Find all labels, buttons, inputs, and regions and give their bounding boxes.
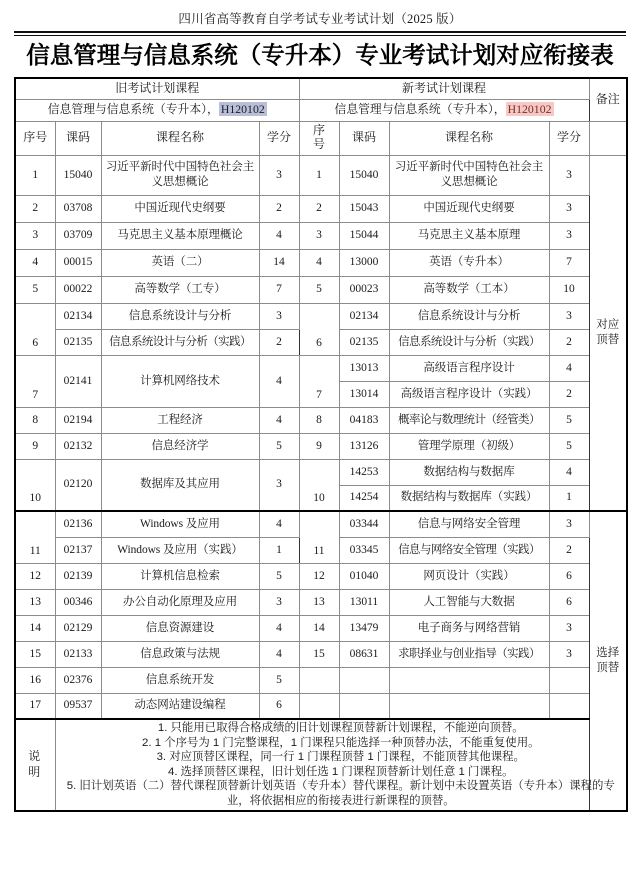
new-course-name: 马克思主义基本原理 [389, 222, 549, 249]
new-seq: 5 [299, 276, 339, 303]
new-credit: 3 [549, 641, 589, 667]
old-credit: 4 [259, 222, 299, 249]
new-credit: 3 [549, 155, 589, 195]
old-code: 02135 [55, 329, 101, 355]
note-item: 1. 只能用已取得合格成绩的旧计划课程顶替新计划课程，不能逆向顶替。 [157, 722, 524, 735]
old-course-name: 信息系统设计与分析（实践） [101, 329, 259, 355]
new-course-name: 英语（专升本） [389, 249, 549, 276]
major-new-name: 信息管理与信息系统（专升本）， [334, 102, 506, 117]
new-seq: 8 [299, 407, 339, 433]
table-row [15, 693, 627, 719]
new-course-name: 网页设计（实践） [389, 563, 549, 589]
table-row [15, 407, 627, 433]
old-seq: 17 [15, 693, 55, 719]
new-course-name: 数据结构与数据库 [389, 459, 549, 485]
course-mapping-table [14, 77, 628, 812]
old-code: 15040 [55, 155, 101, 195]
new-course-name: 高等数学（工本） [389, 276, 549, 303]
new-code: 13013 [339, 355, 389, 381]
note-item: 2. 1 个序号为 1 门完整课程，1 门课程只能选择一种顶替办法，不能重复使用。 [142, 736, 540, 749]
old-code: 00022 [55, 276, 101, 303]
remark-optional-line2: 顶替 [596, 661, 620, 674]
new-credit: 6 [549, 589, 589, 615]
new-course-name: 概率论与数理统计（经管类） [389, 407, 549, 433]
old-credit: 4 [259, 641, 299, 667]
old-code: 09537 [55, 693, 101, 719]
old-credit: 2 [259, 195, 299, 222]
old-credit: 4 [259, 615, 299, 641]
new-course-name: 高级语言程序设计（实践） [389, 381, 549, 407]
table-row [15, 155, 627, 195]
notes-body [55, 719, 627, 811]
new-course-name: 高级语言程序设计 [389, 355, 549, 381]
old-credit: 2 [259, 329, 299, 355]
new-course-name-empty [389, 667, 549, 693]
old-credit: 3 [259, 155, 299, 195]
new-course-name: 数据结构与数据库（实践） [389, 485, 549, 511]
old-seq: 14 [15, 615, 55, 641]
old-course-name: Windows 及应用（实践） [101, 537, 259, 563]
note-item: 4. 选择顶替区课程，旧计划任选 1 门课程顶替新计划任意 1 门课程。 [167, 765, 514, 778]
old-code: 03708 [55, 195, 101, 222]
new-seq: 13 [299, 589, 339, 615]
old-course-name: 中国近现代史纲要 [101, 195, 259, 222]
table-row [15, 249, 627, 276]
old-seq: 2 [15, 195, 55, 222]
new-code: 08631 [339, 641, 389, 667]
old-course-name: Windows 及应用 [101, 511, 259, 537]
old-credit: 5 [259, 433, 299, 459]
new-course-name: 信息与网络安全管理 [389, 511, 549, 537]
column-header-new-seq-line2: 号 [313, 137, 326, 152]
table-row [15, 195, 627, 222]
table-row [15, 667, 627, 693]
old-course-name: 高等数学（工专） [101, 276, 259, 303]
new-seq: 11 [299, 511, 339, 563]
old-code: 02134 [55, 303, 101, 329]
old-seq: 4 [15, 249, 55, 276]
old-code: 02141 [55, 355, 101, 407]
old-credit: 4 [259, 511, 299, 537]
old-credit: 7 [259, 276, 299, 303]
old-seq: 1 [15, 155, 55, 195]
remark-header-spacer [589, 121, 627, 155]
new-code: 13126 [339, 433, 389, 459]
new-seq: 3 [299, 222, 339, 249]
new-seq: 7 [299, 355, 339, 407]
old-seq: 15 [15, 641, 55, 667]
new-course-name: 求职择业与创业指导（实践） [389, 641, 549, 667]
major-old-code: H120102 [220, 102, 265, 117]
major-new [299, 99, 589, 121]
old-credit: 4 [259, 355, 299, 407]
old-code: 02132 [55, 433, 101, 459]
old-course-name: 英语（二） [101, 249, 259, 276]
new-code: 03344 [339, 511, 389, 537]
column-header-new-seq [299, 121, 339, 155]
new-course-name: 中国近现代史纲要 [389, 195, 549, 222]
table-row [15, 641, 627, 667]
old-credit: 4 [259, 407, 299, 433]
old-course-name: 信息政策与法规 [101, 641, 259, 667]
table-row [15, 615, 627, 641]
major-new-code: H120102 [507, 102, 552, 117]
notes-label-line1: 说 [28, 749, 43, 764]
old-credit: 3 [259, 459, 299, 511]
new-credit: 2 [549, 329, 589, 355]
table-row [15, 459, 627, 485]
old-code: 00015 [55, 249, 101, 276]
old-seq: 5 [15, 276, 55, 303]
new-credit: 3 [549, 222, 589, 249]
table-column-header-row [15, 121, 627, 155]
new-seq: 15 [299, 641, 339, 667]
old-seq: 8 [15, 407, 55, 433]
new-code-empty [339, 667, 389, 693]
column-header-old-credit: 学分 [259, 121, 299, 155]
notes-label-line2: 明 [28, 764, 43, 779]
group-header-new-plan: 新考试计划课程 [299, 78, 589, 99]
old-credit: 6 [259, 693, 299, 719]
new-code: 02134 [339, 303, 389, 329]
old-course-name: 马克思主义基本原理概论 [101, 222, 259, 249]
old-course-name: 信息经济学 [101, 433, 259, 459]
new-course-name: 电子商务与网络营销 [389, 615, 549, 641]
new-code: 14253 [339, 459, 389, 485]
new-credit-empty [549, 693, 589, 719]
new-course-name: 人工智能与大数据 [389, 589, 549, 615]
old-seq: 6 [15, 303, 55, 355]
old-seq: 12 [15, 563, 55, 589]
old-course-name: 计算机信息检索 [101, 563, 259, 589]
old-code: 02139 [55, 563, 101, 589]
new-code: 04183 [339, 407, 389, 433]
new-code: 14254 [339, 485, 389, 511]
new-seq: 12 [299, 563, 339, 589]
new-code: 13014 [339, 381, 389, 407]
table-row [15, 589, 627, 615]
group-header-old-plan: 旧考试计划课程 [15, 78, 299, 99]
column-header-old-code: 课码 [55, 121, 101, 155]
column-header-old-course: 课程名称 [101, 121, 259, 155]
major-old-name: 信息管理与信息系统（专升本）， [47, 102, 219, 117]
new-seq: 9 [299, 433, 339, 459]
new-code-empty [339, 693, 389, 719]
new-code: 15043 [339, 195, 389, 222]
old-code: 02137 [55, 537, 101, 563]
old-credit: 5 [259, 667, 299, 693]
column-header-new-code: 课码 [339, 121, 389, 155]
old-code: 02136 [55, 511, 101, 537]
note-item: 3. 对应顶替区课程，同一行 1 门课程顶替 1 门课程，不能顶替其他课程。 [156, 751, 525, 764]
new-credit: 7 [549, 249, 589, 276]
new-seq-empty [299, 693, 339, 719]
old-seq: 11 [15, 511, 55, 563]
old-course-name: 工程经济 [101, 407, 259, 433]
new-credit: 1 [549, 485, 589, 511]
new-code: 13479 [339, 615, 389, 641]
new-code: 13000 [339, 249, 389, 276]
new-seq: 1 [299, 155, 339, 195]
old-course-name: 信息系统开发 [101, 667, 259, 693]
old-code: 02376 [55, 667, 101, 693]
remark-corresponding-line1: 对应 [596, 319, 620, 332]
new-course-name: 信息与网络安全管理（实践） [389, 537, 549, 563]
new-credit: 5 [549, 407, 589, 433]
new-code: 00023 [339, 276, 389, 303]
old-code: 02133 [55, 641, 101, 667]
document-subtitle: 四川省高等教育自学考试专业考试计划（2025 版） [178, 12, 462, 26]
new-course-name-empty [389, 693, 549, 719]
column-header-old-seq: 序号 [15, 121, 55, 155]
column-header-new-course: 课程名称 [389, 121, 549, 155]
new-credit: 2 [549, 381, 589, 407]
old-credit: 3 [259, 303, 299, 329]
table-row [15, 563, 627, 589]
old-code: 02129 [55, 615, 101, 641]
note-item: 5. 旧计划英语（二）替代课程顶替新计划英语（专升本）替代课程。新计划中未设置英语（专升本）课程的专业，将依据相应的衔接表进行新课程的顶替。 [66, 780, 615, 807]
new-code: 15044 [339, 222, 389, 249]
old-credit: 5 [259, 563, 299, 589]
new-seq: 6 [299, 303, 339, 355]
table-row [15, 276, 627, 303]
new-seq: 10 [299, 459, 339, 511]
column-header-new-seq-line1: 序 [313, 123, 326, 138]
new-credit-empty [549, 667, 589, 693]
table-major-row [15, 99, 627, 121]
old-course-name: 计算机网络技术 [101, 355, 259, 407]
old-course-name: 信息系统设计与分析 [101, 303, 259, 329]
new-credit: 6 [549, 563, 589, 589]
old-code: 02194 [55, 407, 101, 433]
table-row [15, 433, 627, 459]
old-course-name: 习近平新时代中国特色社会主义思想概论 [101, 155, 259, 195]
remark-corresponding [589, 155, 627, 511]
new-credit: 4 [549, 355, 589, 381]
new-seq: 2 [299, 195, 339, 222]
new-credit: 3 [549, 615, 589, 641]
old-code: 02120 [55, 459, 101, 511]
new-seq: 4 [299, 249, 339, 276]
table-group-header-row [15, 78, 627, 99]
new-code: 03345 [339, 537, 389, 563]
old-code: 03709 [55, 222, 101, 249]
old-seq: 10 [15, 459, 55, 511]
notes-row [15, 719, 627, 811]
new-code: 13011 [339, 589, 389, 615]
new-code: 01040 [339, 563, 389, 589]
remark-optional-line1: 选择 [596, 647, 620, 660]
column-header-remark: 备注 [589, 78, 627, 121]
old-seq: 16 [15, 667, 55, 693]
old-seq: 9 [15, 433, 55, 459]
old-seq: 13 [15, 589, 55, 615]
notes-label [15, 719, 55, 811]
old-credit: 14 [259, 249, 299, 276]
old-course-name: 数据库及其应用 [101, 459, 259, 511]
column-header-new-credit: 学分 [549, 121, 589, 155]
page-title: 信息管理与信息系统（专升本）专业考试计划对应衔接表 [26, 43, 614, 69]
new-code: 15040 [339, 155, 389, 195]
remark-corresponding-line2: 顶替 [596, 333, 620, 346]
old-credit: 3 [259, 589, 299, 615]
old-course-name: 动态网站建设编程 [101, 693, 259, 719]
new-seq: 14 [299, 615, 339, 641]
table-row [15, 511, 627, 537]
header-divider [14, 31, 626, 36]
old-course-name: 信息资源建设 [101, 615, 259, 641]
new-credit: 3 [549, 303, 589, 329]
major-old [15, 99, 299, 121]
old-seq: 3 [15, 222, 55, 249]
old-credit: 1 [259, 537, 299, 563]
table-row [15, 303, 627, 329]
new-course-name: 习近平新时代中国特色社会主义思想概论 [389, 155, 549, 195]
new-course-name: 管理学原理（初级） [389, 433, 549, 459]
new-credit: 4 [549, 459, 589, 485]
new-seq-empty [299, 667, 339, 693]
old-code: 00346 [55, 589, 101, 615]
old-course-name: 办公自动化原理及应用 [101, 589, 259, 615]
new-course-name: 信息系统设计与分析（实践） [389, 329, 549, 355]
old-seq: 7 [15, 355, 55, 407]
new-course-name: 信息系统设计与分析 [389, 303, 549, 329]
new-code: 02135 [339, 329, 389, 355]
table-row [15, 222, 627, 249]
new-credit: 3 [549, 511, 589, 537]
new-credit: 5 [549, 433, 589, 459]
new-credit: 10 [549, 276, 589, 303]
new-credit: 3 [549, 195, 589, 222]
new-credit: 2 [549, 537, 589, 563]
table-row [15, 355, 627, 381]
